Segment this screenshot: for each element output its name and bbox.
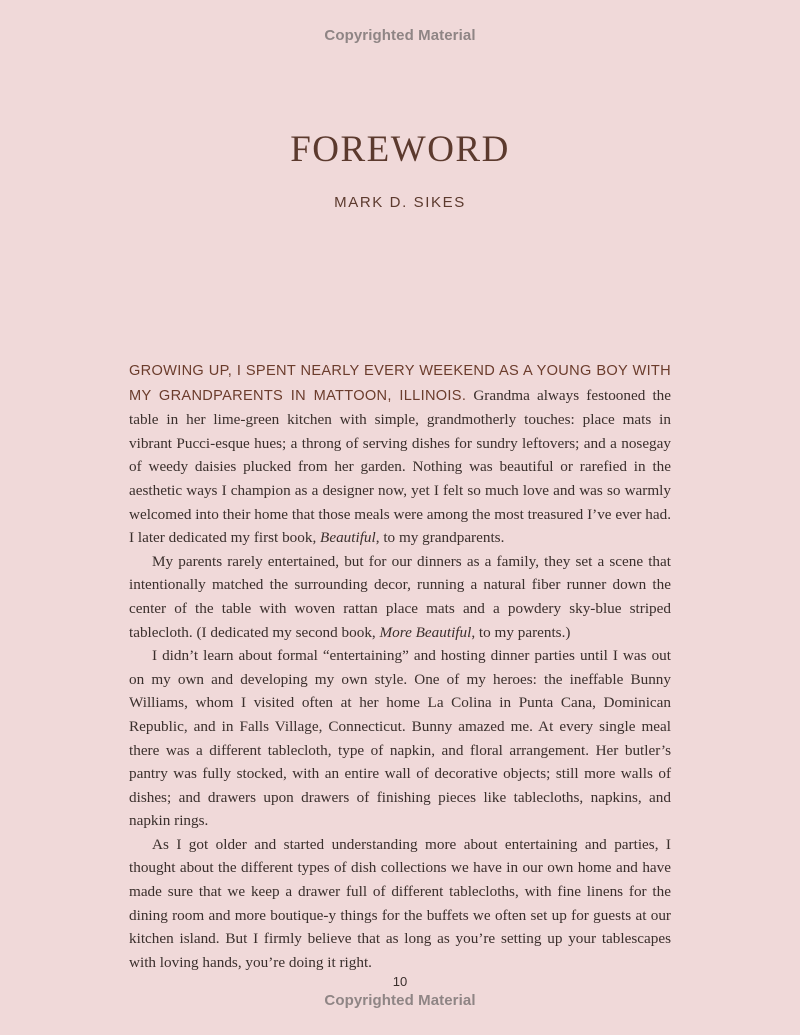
author-name: MARK D. SIKES [334, 194, 466, 211]
page-title: FOREWORD [290, 129, 510, 170]
paragraph-text: Grandma always festooned the table in her lime-green kitchen with simple, grandmotherly touches: place mats in vibrant Pucci-esque hues; a throng of serving dishes for sundry leftovers; and a nosegay of weedy daisies plucked from her garden. Nothing was beautiful or rarefied in the aesthetic ways I champion as a designer now, yet I felt so much love and was so warmly welcomed into their home that those meals were among the most treasured I’ve ever had. I later dedicated my first book, [129, 386, 671, 547]
copyright-watermark-top: Copyrighted Material [324, 27, 476, 44]
copyright-watermark-bottom: Copyrighted Material [324, 992, 476, 1009]
paragraph-lead-in: GROWING UP, I SPENT NEARLY EVERY WEEKEND AS A YOUNG BOY WITH MY GRANDPARENTS IN MATTOON, ILLINOIS. [129, 363, 671, 404]
paragraph-3: I didn’t learn about formal “entertaining” and hosting dinner parties until I was out on my own and developing my own style. One of my heroes: the ineffable Bunny Williams, whom I visited often at her home La Colina in Punta Cana, Dominican Republic, and in Falls Village, Connecticut. Bunny amazed me. At every single meal there was a different tablecloth, type of napkin, and floral arrangement. Her butler’s pantry was fully stocked, with an entire wall of decorative objects; still more walls of dishes; and drawers upon drawers of finishing pieces like tablecloths, napkins, and napkin rings. [129, 647, 671, 830]
paragraph-1 [129, 359, 671, 550]
paragraph-text: My parents rarely entertained, but for our dinners as a family, they set a scene that intentionally matched the surrounding decor, running a natural fiber runner down the center of the table with woven rattan place mats and a powdery sky-blue striped tablecloth. (I dedicated my second book, [129, 552, 671, 641]
book-title: Beautiful [320, 529, 376, 547]
paragraph-2 [129, 550, 671, 644]
paragraph-4: As I got older and started understanding more about entertaining and parties, I thought about the different types of dish collections we have in our own home and have made sure that we keep a drawer full of different tablecloths, with fine linens for the dining room and more boutique-y things for the buffets we often set up for guests at our kitchen island. But I firmly believe that as long as you’re setting up your tablescapes with loving hands, you’re doing it right. [129, 835, 671, 971]
paragraph-text-end: , to my parents.) [471, 623, 571, 641]
foreword-body [129, 359, 671, 974]
book-title: More Beautiful [379, 623, 472, 641]
page-number: 10 [392, 974, 408, 989]
paragraph-text-end: , to my grandparents. [375, 529, 505, 547]
